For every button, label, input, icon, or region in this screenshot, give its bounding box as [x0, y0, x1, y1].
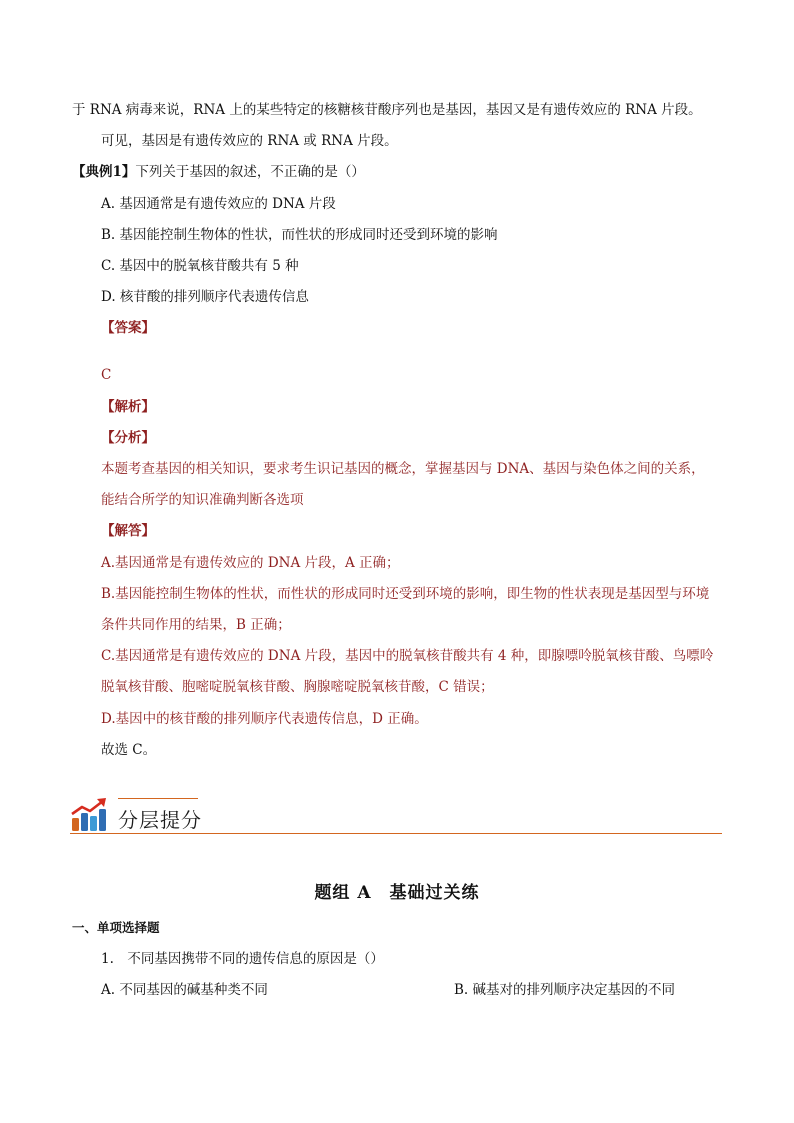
option-c: C. 基因中的脱氧核苷酸共有 5 种 — [101, 258, 299, 274]
solution-line-1: A.基因通常是有遗传效应的 DNA 片段，A 正确； — [101, 555, 400, 571]
section-rule — [70, 833, 722, 835]
part-heading: 一、单项选择题 — [72, 920, 160, 935]
solution-line-4: C.基因通常是有遗传效应的 DNA 片段，基因中的脱氧核苷酸共有 4 种，即腺嘌呤脱氧核苷酸、鸟嘌呤 — [101, 648, 714, 664]
solution-line-3: 条件共同作用的结果，B 正确； — [101, 617, 291, 633]
q1-option-a: A. 不同基因的碱基种类不同 — [101, 982, 268, 998]
conclusion: 故选 C。 — [101, 742, 157, 758]
example-question-text: 下列关于基因的叙述，不正确的是（） — [135, 164, 365, 180]
q1-option-b: B. 碱基对的排列顺序决定基因的不同 — [454, 982, 676, 998]
example-label: 【典例1】 — [72, 164, 136, 180]
chart-up-icon — [70, 798, 108, 832]
question-1: 1. 不同基因携带不同的遗传信息的原因是（） — [101, 951, 384, 967]
answer-value: C — [101, 367, 112, 383]
solution-line-6: D.基因中的核苷酸的排列顺序代表遗传信息，D 正确。 — [101, 711, 428, 727]
section-header — [70, 794, 722, 836]
group-title: 题组 A 基础过关练 — [314, 883, 480, 903]
analysis-label: 【分析】 — [101, 430, 155, 446]
question-1-options — [101, 980, 722, 1000]
intro-line-1: 于 RNA 病毒来说，RNA 上的某些特定的核糖核苷酸序列也是基因，基因又是有遗传效应的 RNA 片段。 — [72, 102, 702, 118]
section-top-line — [118, 798, 198, 799]
option-b: B. 基因能控制生物体的性状，而性状的形成同时还受到环境的影响 — [101, 227, 498, 243]
intro-line-2: 可见，基因是有遗传效应的 RNA 或 RNA 片段。 — [101, 133, 398, 149]
solution-line-2: B.基因能控制生物体的性状，而性状的形成同时还受到环境的影响，即生物的性状表现是基因型与环境 — [101, 586, 710, 602]
option-a: A. 基因通常是有遗传效应的 DNA 片段 — [101, 196, 336, 212]
solution-line-5: 脱氧核苷酸、胞嘧啶脱氧核苷酸、胸腺嘧啶脱氧核苷酸，C 错误； — [101, 679, 494, 695]
analysis-line-2: 能结合所学的知识准确判断各选项 — [101, 492, 304, 508]
option-d: D. 核苷酸的排列顺序代表遗传信息 — [101, 289, 309, 305]
example-question — [72, 162, 722, 182]
solution-label: 【解答】 — [101, 523, 155, 539]
section-title: 分层提分 — [118, 808, 202, 832]
analysis-line-1: 本题考查基因的相关知识，要求考生识记基因的概念，掌握基因与 DNA、基因与染色体之间的关系， — [101, 461, 705, 477]
explain-label: 【解析】 — [101, 399, 155, 415]
answer-label: 【答案】 — [101, 320, 155, 336]
